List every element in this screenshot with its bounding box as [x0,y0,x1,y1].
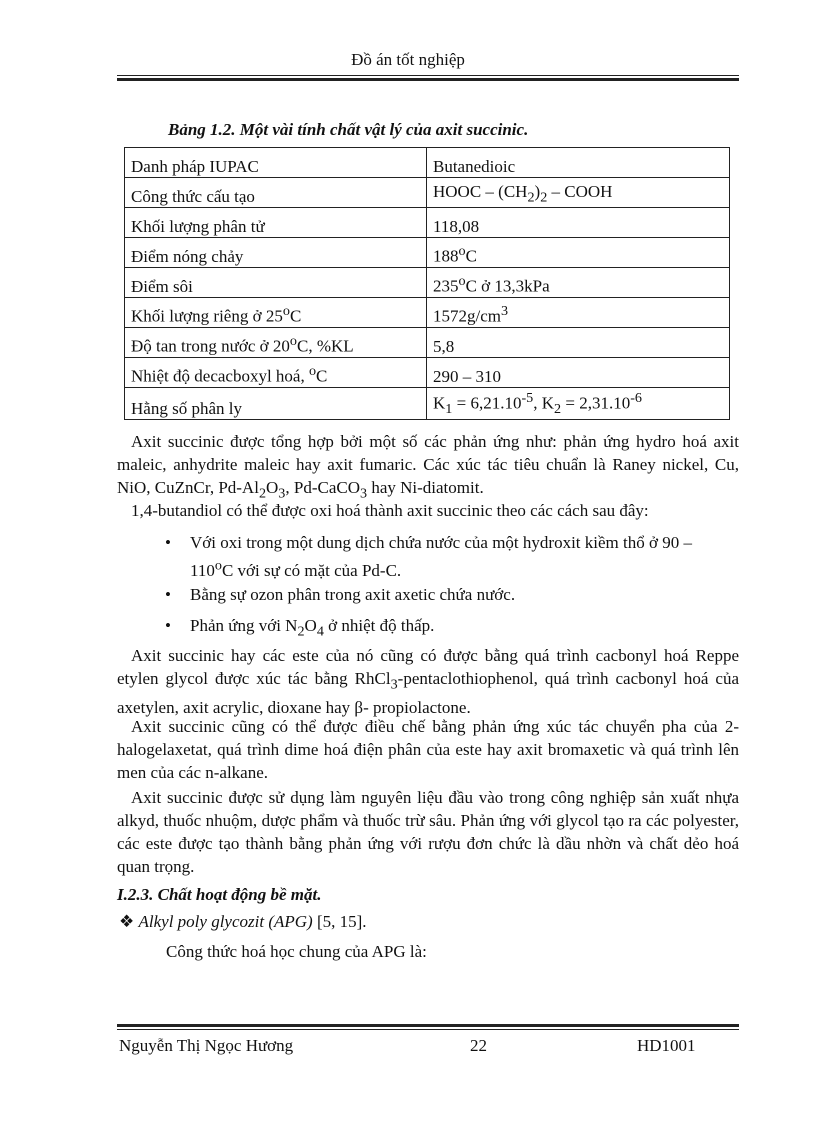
property-label: Nhiệt độ decacboxyl hoá, $^o$C [125,358,427,388]
property-value: 290 – 310 [427,358,730,388]
property-value: 188$^o$C [427,238,730,268]
table-row [125,178,730,208]
property-label: Công thức cấu tạo [125,178,427,208]
table-row [125,358,730,388]
property-value: $K_1 = 6,21.10^{-5}$, $K_2 = 2,31.10^{-6}$ [427,388,730,420]
table-row [125,268,730,298]
table-row [125,238,730,268]
page-header-title: Đồ án tốt nghiệp [351,50,465,69]
property-value: $1572g/cm^3$ [427,298,730,328]
paragraph-synthesis: Axit succinic được tổng hợp bởi một số các phản ứng như: phản ứng hydro hoá axit maleic, anhydrite maleic hay axit fumaric. Các xúc tác tiêu chuẩn là Raney nickel, Cu, NiO, CuZnCr, $Pd-Al_2O_3$, Pd-CaCO$_3$ hay Ni-diatomit. [117,432,739,502]
property-label: Danh pháp IUPAC [125,148,427,178]
property-value: 235$^o$C ở 13,3kPa [427,268,730,298]
table-row [125,388,730,420]
table-caption: Bảng 1.2. Một vài tính chất vật lý của axit succinic. [168,120,529,139]
section-heading: I.2.3. Chất hoạt động bề mặt. [117,885,322,904]
header-rule-thick [117,78,739,81]
apg-title: Alkyl poly glycozit (APG) [138,912,313,931]
list-item [165,614,738,643]
formula-intro: Công thức hoá học chung của APG là: [166,942,427,961]
property-value: 5,8 [427,328,730,358]
property-label: Điểm nóng chảy [125,238,427,268]
table-row [125,208,730,238]
footer-code: HD1001 [637,1036,696,1055]
property-label: Điểm sôi [125,268,427,298]
footer-author: Nguyễn Thị Ngọc Hương [119,1036,294,1055]
list-item [165,583,738,606]
property-label: Khối lượng phân tử [125,208,427,238]
footer-rule-thick [117,1024,739,1027]
apg-item [119,912,367,932]
diamond-bullet-icon: ❖ [119,912,135,931]
header-rule-thin [117,75,739,76]
table-row [125,328,730,358]
list-item-text: Với oxi trong một dung dịch chứa nước của một hydroxit kiềm thổ ở 90 – 110$^o$C với sự có mặt của Pd-C. [190,533,692,580]
list-item-text: Phản ứng với $N_2O_4$ ở nhiệt độ thấp. [190,616,435,640]
footer-rule-thin [117,1029,739,1030]
footer-page-number: 22 [470,1036,487,1055]
property-value: Butanedioic [427,148,730,178]
properties-table [124,147,730,420]
list-item-text: Bằng sự ozon phân trong axit axetic chứa nước. [190,585,516,604]
property-label: Khối lượng riêng ở 25$^o$C [125,298,427,328]
table-row [125,298,730,328]
property-label: Hằng số phân ly [125,388,427,420]
paragraph-applications: Axit succinic được sử dụng làm nguyên liệu đầu vào trong công nghiệp sản xuất nhựa alkyd, thuốc nhuộm, dược phẩm và thuốc trừ sâu. Phản ứng với glycol tạo ra các polyester, các este được tạo thành bằng phản ứng với rượu đơn chức là dầu nhờn và chất dẻo hoá quan trọng. [117,788,739,876]
apg-reference: [5, 15]. [312,912,367,931]
property-value: 118,08 [427,208,730,238]
bullet-dot-icon: • [165,616,171,635]
list-item [165,531,738,582]
property-value: HOOC – $(CH_2)_2$ – COOH [427,178,730,208]
paragraph-carbonylation: Axit succinic hay các este của nó cũng có được bằng quá trình cacbonyl hoá Reppe etylen glycol được xúc tác bằng RhCl$_3$-pentaclothiophenol, quá trình cacbonyl hoá của axetylen, axit acrylic, dioxane hay β- propiolactone. [117,646,739,718]
paragraph-phase-transfer: Axit succinic cũng có thể được điều chế bằng phản ứng xúc tác chuyển pha của 2-halogelaxetat, quá trình dime hoá điện phân của este hay axit bromaxetic và quá trình lên men của các n-alkane. [117,717,739,782]
property-label: Độ tan trong nước ở 20$^o$C, %KL [125,328,427,358]
paragraph-butandiol-intro: 1,4-butandiol có thể được oxi hoá thành axit succinic theo các cách sau đây: [131,501,649,520]
table-row [125,148,730,178]
bullet-dot-icon: • [165,585,171,604]
bullet-dot-icon: • [165,533,171,552]
